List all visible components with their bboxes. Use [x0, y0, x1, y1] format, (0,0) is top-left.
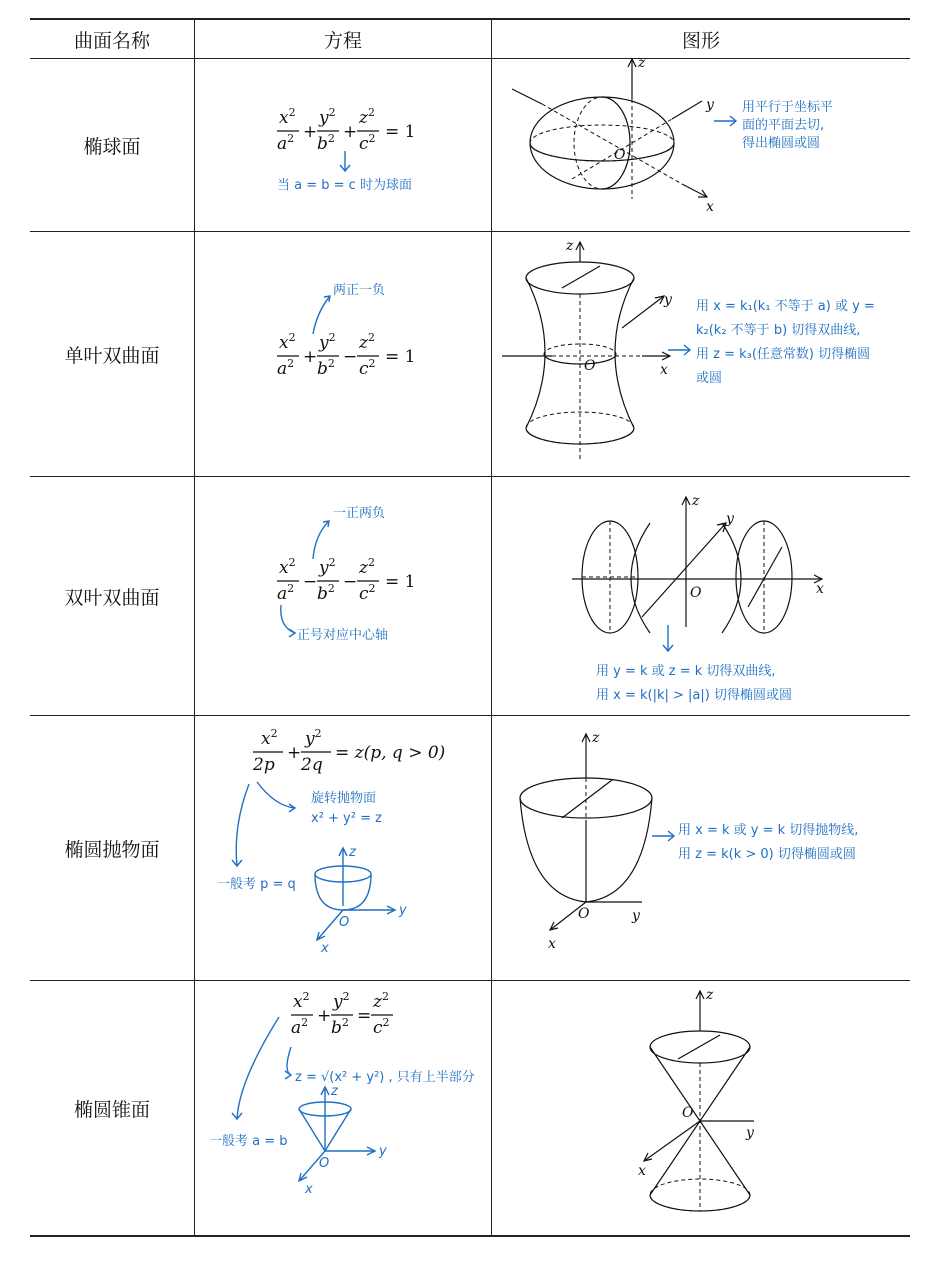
hyperboloid1-figure	[492, 232, 910, 476]
equation-cell	[195, 981, 492, 1237]
fig-note-line: 用 x = k(|k| > |a|) 切得椭圆或圆	[596, 688, 792, 703]
svg-text:z: z	[638, 55, 646, 71]
fig-note-line: 用 z = k₃(任意常数) 切得椭圆	[696, 347, 871, 362]
svg-text:+: +	[303, 122, 318, 142]
svg-text:z: z	[331, 1084, 338, 1099]
svg-text:O: O	[682, 1105, 694, 1121]
fig-note-line: 用平行于坐标平	[742, 100, 834, 115]
svg-text:x2: $x^2$	[279, 331, 296, 353]
row-hyperboloid-one-sheet	[30, 232, 910, 477]
svg-text:y2: $y^2$	[305, 727, 322, 749]
equation-cell	[195, 232, 492, 477]
svg-text:z: z	[692, 493, 700, 509]
svg-text:+: +	[287, 743, 302, 763]
fig-note-line: 用 x = k 或 y = k 切得抛物线,	[678, 823, 859, 838]
figure-cell	[492, 716, 911, 981]
svg-text:z: z	[349, 845, 356, 860]
svg-text:a2: $a^2$	[277, 582, 295, 604]
svg-text:+: +	[317, 1006, 332, 1026]
fig-note-line: 用 x = k₁(k₁ 不等于 a) 或 y =	[696, 299, 875, 314]
fig-note-line: 或圆	[696, 371, 723, 386]
cone-note-b: 一般考 a = b	[209, 1134, 288, 1149]
svg-text:y: y	[746, 1125, 754, 1141]
svg-text:−: −	[343, 347, 358, 367]
svg-text:y: y	[632, 908, 640, 924]
svg-text:y2: $y^2$	[319, 556, 336, 578]
svg-text:z2: $z^2$	[359, 556, 375, 578]
svg-text:O: O	[614, 147, 626, 163]
svg-text:x: x	[706, 199, 714, 215]
svg-text:z: z	[592, 730, 600, 746]
svg-text:x2: $x^2$	[279, 106, 296, 128]
figure-cell	[492, 55, 911, 232]
svg-text:+: +	[303, 347, 318, 367]
svg-text:=: =	[357, 1006, 372, 1026]
hyperboloid2-equation	[195, 477, 491, 715]
svg-text:= 1: = 1	[385, 347, 416, 367]
row-ellipsoid	[30, 59, 910, 232]
hyperboloid2-figure	[492, 477, 910, 715]
svg-text:a2: $a^2$	[277, 357, 295, 379]
svg-text:z: z	[566, 238, 574, 254]
ellipsoid-figure	[492, 55, 910, 231]
svg-text:O: O	[584, 358, 596, 374]
paraboloid-note-c: 一般考 p = q	[217, 877, 296, 892]
svg-text:z2: $z^2$	[373, 990, 389, 1012]
hyperboloid1-eq-note: 两正一负	[333, 283, 386, 298]
cone-figure	[492, 981, 910, 1235]
fig-note-line: 得出椭圆或圆	[742, 136, 821, 151]
svg-text:y: y	[664, 292, 672, 308]
svg-text:x: x	[660, 362, 668, 378]
hyperboloid1-equation	[195, 232, 491, 476]
svg-text:−: −	[343, 572, 358, 592]
svg-text:O: O	[319, 1156, 330, 1171]
cone-note-a: z = √(x² + y²) , 只有上半部分	[295, 1070, 475, 1085]
paraboloid-note-a: 旋转抛物面	[311, 791, 377, 806]
svg-text:x: x	[638, 1163, 646, 1179]
svg-text:+: +	[343, 122, 358, 142]
figure-cell	[492, 232, 911, 477]
quadric-surface-table	[30, 18, 910, 1237]
cone-equation	[195, 981, 491, 1235]
svg-text:−: −	[303, 572, 318, 592]
svg-text:y: y	[706, 97, 714, 113]
paraboloid-equation	[195, 716, 491, 980]
svg-text:2p: 2p	[253, 755, 275, 775]
svg-text:O: O	[690, 585, 702, 601]
svg-text:z2: $z^2$	[359, 331, 375, 353]
header-name: 曲面名称	[30, 19, 195, 59]
svg-text:= 1: = 1	[385, 572, 416, 592]
row-elliptic-cone	[30, 981, 910, 1237]
svg-text:= z(p, q > 0): = z(p, q > 0)	[335, 743, 446, 763]
svg-text:x2: $x^2$	[293, 990, 310, 1012]
svg-text:2q: 2q	[301, 755, 323, 775]
svg-text:y: y	[379, 1144, 387, 1159]
svg-text:b2: $b^2$	[317, 582, 335, 604]
figure-cell	[492, 981, 911, 1237]
header-figure: 图形	[492, 19, 911, 59]
svg-text:b2: $b^2$	[331, 1016, 349, 1038]
row-elliptic-paraboloid	[30, 716, 910, 981]
svg-text:b2: $b^2$	[317, 357, 335, 379]
svg-text:x: x	[321, 941, 329, 956]
svg-text:z: z	[706, 987, 714, 1003]
paraboloid-figure	[492, 716, 910, 980]
svg-text:b2: $b^2$	[317, 132, 335, 154]
equation-cell	[195, 716, 492, 981]
surface-name: 椭圆锥面	[30, 981, 195, 1237]
surface-name: 双叶双曲面	[30, 477, 195, 716]
svg-text:x: x	[548, 936, 556, 952]
ellipsoid-equation	[195, 59, 491, 231]
svg-text:= 1: = 1	[385, 122, 416, 142]
svg-text:a2: $a^2$	[277, 132, 295, 154]
hyperboloid2-eq-note-top: 一正两负	[333, 506, 386, 521]
svg-text:a2: $a^2$	[291, 1016, 309, 1038]
svg-text:x2: $x^2$	[261, 727, 278, 749]
svg-text:y: y	[399, 903, 407, 918]
svg-text:x2: $x^2$	[279, 556, 296, 578]
svg-text:y2: $y^2$	[319, 106, 336, 128]
equation-cell	[195, 477, 492, 716]
equation-cell	[195, 59, 492, 232]
svg-text:O: O	[339, 915, 350, 930]
surface-name: 单叶双曲面	[30, 232, 195, 477]
svg-text:y: y	[726, 511, 734, 527]
surface-name: 椭球面	[30, 59, 195, 232]
surface-name: 椭圆抛物面	[30, 716, 195, 981]
svg-text:x: x	[816, 581, 824, 597]
paraboloid-note-b: x² + y² = z	[311, 811, 382, 826]
fig-note-line: k₂(k₂ 不等于 b) 切得双曲线,	[696, 323, 861, 338]
hyperboloid2-eq-note-bottom: 正号对应中心轴	[297, 628, 389, 643]
header-equation: 方程	[195, 19, 492, 59]
svg-text:y2: $y^2$	[319, 331, 336, 353]
svg-text:z2: $z^2$	[359, 106, 375, 128]
fig-note-line: 面的平面去切,	[742, 118, 825, 133]
svg-text:O: O	[578, 906, 590, 922]
ellipsoid-eq-note: 当 a = b = c 时为球面	[277, 178, 412, 193]
row-hyperboloid-two-sheets	[30, 477, 910, 716]
fig-note-line: 用 z = k(k > 0) 切得椭圆或圆	[678, 847, 856, 862]
fig-note-line: 用 y = k 或 z = k 切得双曲线,	[596, 664, 776, 679]
svg-text:y2: $y^2$	[333, 990, 350, 1012]
svg-text:c2: $c^2$	[359, 582, 376, 604]
figure-cell	[492, 477, 911, 716]
svg-text:c2: $c^2$	[359, 132, 376, 154]
svg-text:x: x	[305, 1182, 313, 1197]
svg-text:c2: $c^2$	[373, 1016, 390, 1038]
svg-text:c2: $c^2$	[359, 357, 376, 379]
